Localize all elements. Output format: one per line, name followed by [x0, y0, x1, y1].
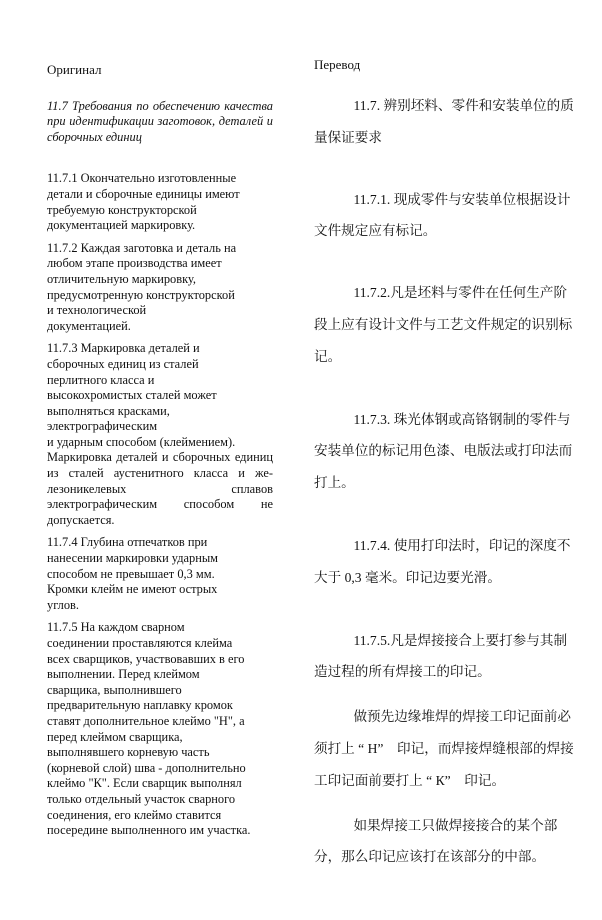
original-column: [47, 62, 273, 846]
clause-11-7-5-original: 11.7.5 На каждом сварном соединении проставляются клейма всех сварщиков, участвовавших в его выполнении. Перед клеймом сварщика, выполнившего предварительную наплавку кромок ставят дополнительное клеймо "Н", а перед клеймом сварщика, выполнявшего корневую часть (корневой слой) шва - дополнительно клеймо "К". Если сварщик выполнял только отдельный участок сварного соединения, его клеймо ставится посередине выполненного им участка.: [47, 620, 251, 838]
clause-11-7-4-translation: 11.7.4. 使用打印法时，印记的深度不大于 0,3 毫米。印记边要光滑。: [314, 537, 571, 585]
clause-11-7-5-translation: 11.7.5.凡是焊接接合上要打参与其制造过程的所有焊接工的印记。: [314, 632, 568, 680]
original-header: Оригинал: [47, 62, 102, 77]
section-title-translation: 11.7. 辨别坯料、零件和安装单位的质量保证要求: [314, 98, 574, 145]
section-title-original: 11.7 Требования по обеспечению качества при идентификации заготовок, деталей и сборочных единиц: [47, 98, 273, 144]
clause-11-7-3-original: 11.7.3 Маркировка деталей и сборочных единиц из сталей перлитного класса и высокохромистых сталей может выполняться красками, электрографическим и ударным способом (клеймением).: [47, 341, 236, 449]
translation-header: Перевод: [314, 57, 361, 72]
clause-11-7-2-translation: 11.7.2.凡是坯料与零件在任何生产阶段上应有设计文件与工艺文件规定的识别标记。: [314, 285, 573, 364]
clause-11-7-4-original: 11.7.4 Глубина отпечатков при нанесении маркировки ударным способом не превышает 0,3 мм. Кромки клейм не имеют острых углов.: [47, 535, 219, 612]
translation-column: [314, 57, 576, 873]
clause-11-7-1-translation: 11.7.1. 现成零件与安装单位根据设计文件规定应有标记。: [314, 191, 571, 239]
clause-11-7-2-original: 11.7.2 Каждая заготовка и деталь на любом этапе производства имеет отличительную маркировку, предусмотренную конструкторской и технологической документацией.: [47, 240, 237, 333]
clause-11-7-3-translation: 11.7.3. 珠光体钢或高铬钢制的零件与安装单位的标记用色漆、电版法或打印法而打上。: [314, 411, 573, 491]
clause-11-7-5-translation-partial: 如果焊接工只做焊接接合的某个部分，那么印记应该打在该部分的中部。: [314, 817, 558, 865]
clause-11-7-3-original-continued: Маркировка деталей и сборочных единиц из сталей аустенитного класса и же-лезоникелевых сплавов электрографическим способом не допускается.: [47, 450, 273, 527]
clause-11-7-1-original: 11.7.1 Окончательно изготовленные детали и сборочные единицы имеют требуемую конструкторской документацией маркировку.: [47, 171, 240, 233]
clause-11-7-5-translation-stamps: 做预先边缘堆焊的焊接工印记面前必须打上 “ Н” 印记，而焊接焊缝根部的焊接工印记面前要打上 “ К” 印记。: [314, 709, 574, 788]
